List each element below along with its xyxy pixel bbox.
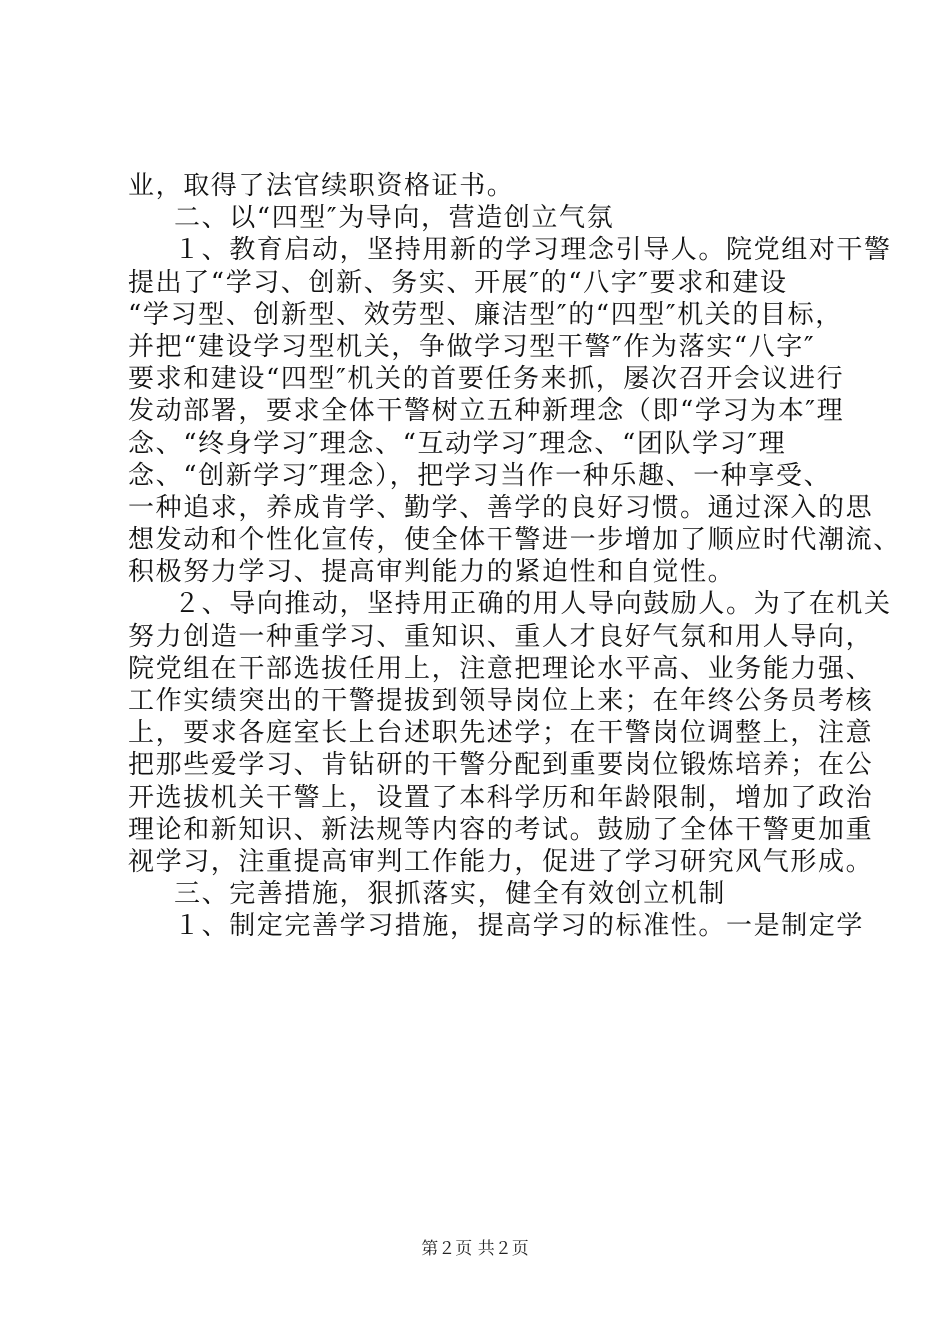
text-line: 工作实绩突出的干警提拔到领导岗位上来；在年终公务员考核 bbox=[128, 686, 874, 716]
text-line: 提出了“学习、创新、务实、开展″的“八字″要求和建设 bbox=[128, 267, 788, 298]
text-line: 把那些爱学习、肯钻研的干警分配到重要岗位锻炼培养；在公 bbox=[128, 750, 874, 781]
text-line: “学习型、创新型、效劳型、廉洁型″的“四型″机关的目标， bbox=[128, 299, 843, 330]
text-line: 一种追求，养成肯学、勤学、善学的良好习惯。通过深入的思 bbox=[128, 492, 874, 523]
text-line: 三、完善措施，狠抓落实，健全有效创立机制 bbox=[174, 879, 727, 910]
text-line: １、制定完善学习措施，提高学习的标准性。一是制定学 bbox=[174, 911, 865, 942]
text-line: 发动部署，要求全体干警树立五种新理念（即“学习为本″理 bbox=[128, 396, 845, 427]
text-line: 上，要求各庭室长上台述职先述学；在干警岗位调整上，注意 bbox=[128, 718, 874, 749]
text-line: 视学习，注重提高审判工作能力，促进了学习研究风气形成。 bbox=[128, 846, 874, 877]
text-line: 念、“创新学习″理念），把学习当作一种乐趣、一种享受、 bbox=[128, 460, 832, 491]
text-line: 积极努力学习、提高审判能力的紧迫性和自觉性。 bbox=[128, 557, 736, 588]
text-line: 二、以“四型″为导向，营造创立气氛 bbox=[174, 203, 615, 234]
text-line: ２、导向推动，坚持用正确的用人导向鼓励人。为了在机关 bbox=[174, 589, 892, 620]
text-line: 院党组在干部选拔任用上，注意把理论水平高、业务能力强、 bbox=[128, 653, 874, 684]
text-line: 并把“建设学习型机关，争做学习型干警″作为落实“八字″ bbox=[128, 331, 816, 362]
text-line: 念、“终身学习″理念、“互动学习″理念、“团队学习″理 bbox=[128, 428, 787, 459]
text-line: 努力创造一种重学习、重知识、重人才良好气氛和用人导向， bbox=[128, 621, 874, 652]
text-line: 开选拔机关干警上，设置了本科学历和年龄限制，增加了政治 bbox=[128, 782, 874, 813]
text-line: 理论和新知识、新法规等内容的考试。鼓励了全体干警更加重 bbox=[128, 814, 874, 845]
document-body bbox=[128, 170, 901, 943]
text-line: 想发动和个性化宣传，使全体干警进一步增加了顺应时代潮流、 bbox=[128, 525, 901, 556]
page-footer: 第２页 共２页 bbox=[421, 1239, 529, 1259]
text-line: 要求和建设“四型″机关的首要任务来抓，屡次召开会议进行 bbox=[128, 364, 845, 395]
text-line: 业，取得了法官续职资格证书。 bbox=[128, 171, 515, 201]
text-line: １、教育启动，坚持用新的学习理念引导人。院党组对干警 bbox=[174, 235, 892, 266]
